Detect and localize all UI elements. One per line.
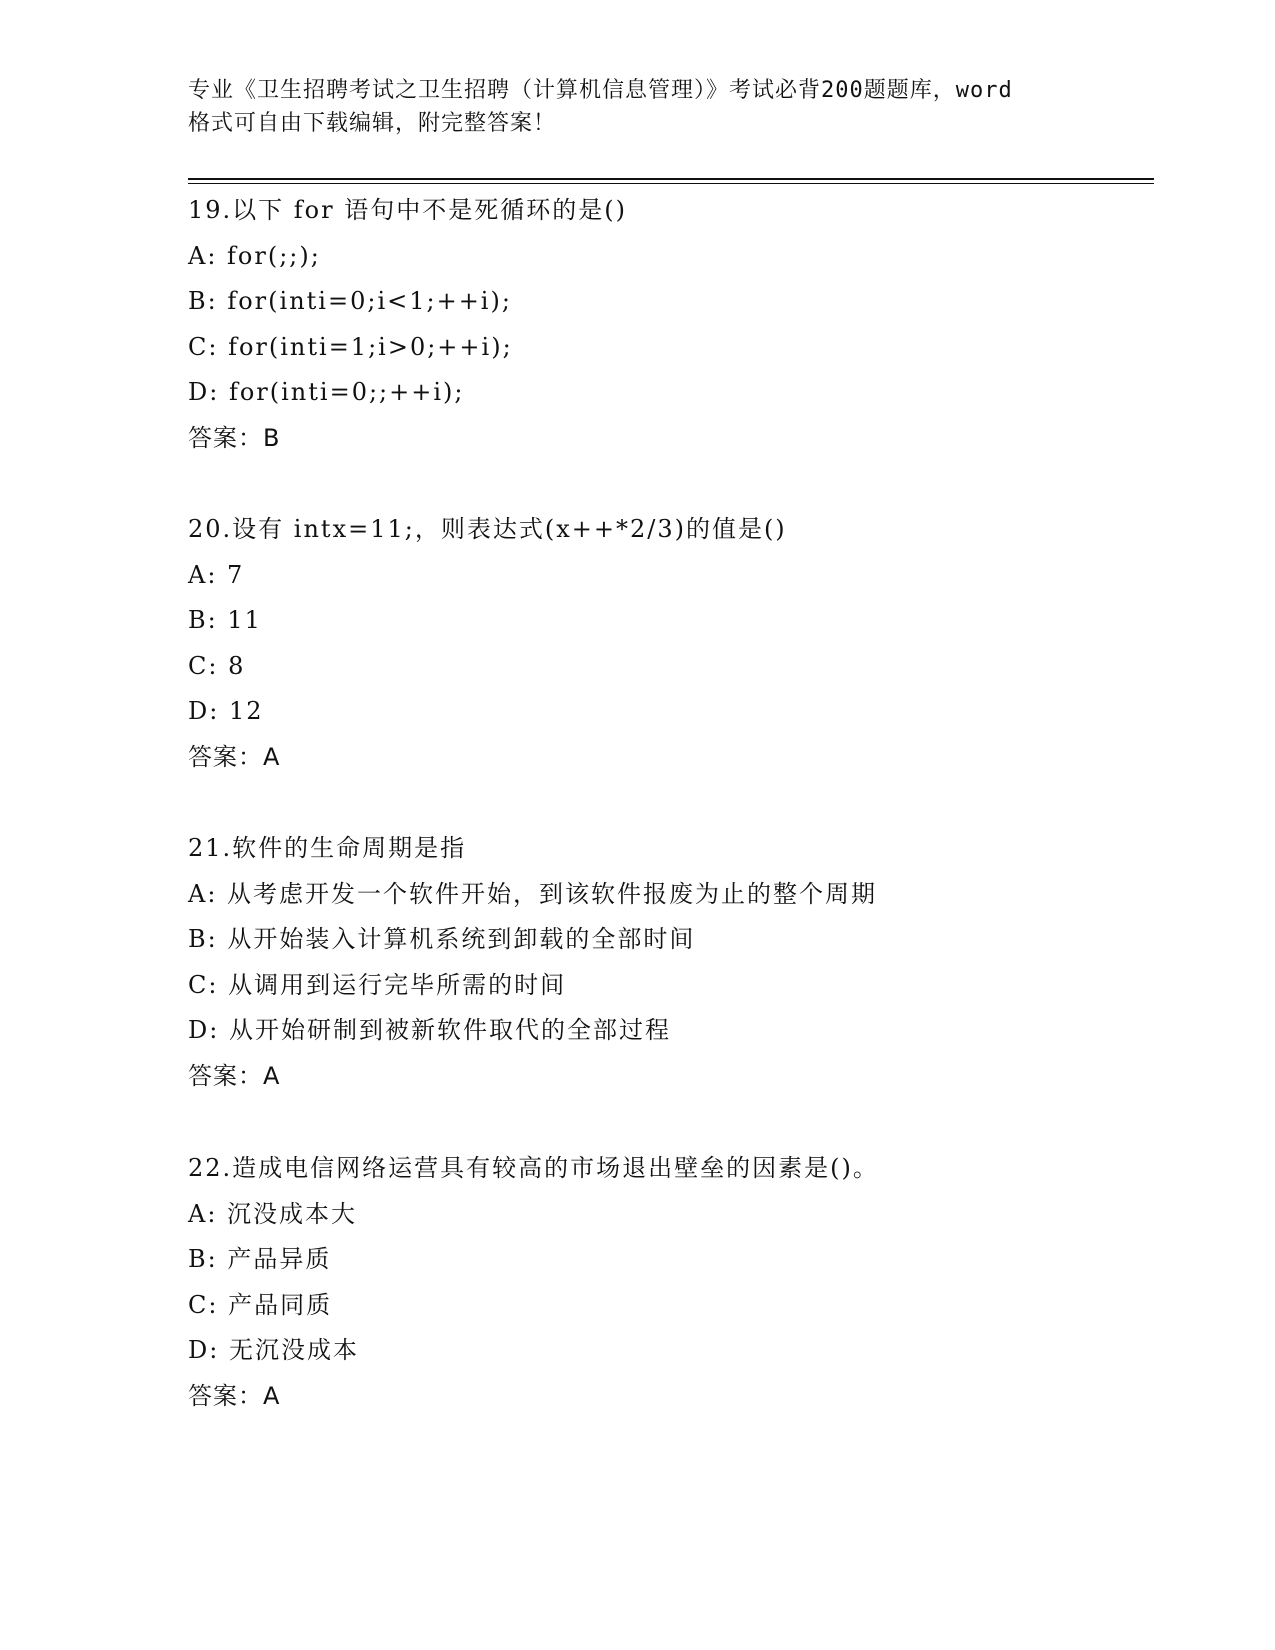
option-b: B: 产品异质 [188, 1245, 332, 1273]
document-header [188, 74, 1088, 140]
header-divider-thin [188, 183, 1154, 184]
option-d: D: 从开始研制到被新软件取代的全部过程 [188, 1016, 671, 1044]
option-a: A: 沉没成本大 [188, 1199, 358, 1228]
option-c: C: for(inti=1;i>0;++i); [188, 332, 513, 361]
question-stem: 20.设有 intx=11;，则表达式(x++*2/3)的值是() [188, 515, 787, 543]
question-stem: 22.造成电信网络运营具有较高的市场退出壁垒的因素是()。 [188, 1154, 879, 1182]
answer: 答案：B [188, 423, 281, 452]
option-d: D: 无沉没成本 [188, 1336, 359, 1364]
option-c: C: 产品同质 [188, 1290, 333, 1319]
option-c: C: 8 [188, 651, 246, 680]
header-title-line-2: 格式可自由下载编辑，附完整答案！ [188, 111, 557, 136]
question-22 [188, 1146, 1148, 1419]
header-divider-thick [188, 178, 1154, 180]
option-b: B: 从开始装入计算机系统到卸载的全部时间 [188, 925, 696, 953]
option-b: B: 11 [188, 606, 262, 634]
option-d: D: for(inti=0;;++i); [188, 378, 465, 406]
option-a: A: 从考虑开发一个软件开始，到该软件报废为止的整个周期 [188, 879, 878, 908]
option-a: A: 7 [188, 560, 245, 589]
answer: 答案：A [188, 1381, 281, 1410]
question-19 [188, 188, 1148, 461]
question-stem: 21.软件的生命周期是指 [188, 834, 467, 862]
option-c: C: 从调用到运行完毕所需的时间 [188, 970, 567, 999]
question-20 [188, 507, 1148, 780]
question-stem: 19.以下 for 语句中不是死循环的是() [188, 196, 627, 224]
question-21 [188, 826, 1148, 1099]
option-a: A: for(;;); [188, 241, 321, 270]
answer: 答案：A [188, 1061, 281, 1090]
header-title-line-1: 专业《卫生招聘考试之卫生招聘（计算机信息管理）》考试必背200题题库，word [188, 78, 1013, 103]
option-b: B: for(inti=0;i<1;++i); [188, 287, 512, 315]
option-d: D: 12 [188, 697, 264, 725]
answer: 答案：A [188, 742, 281, 771]
